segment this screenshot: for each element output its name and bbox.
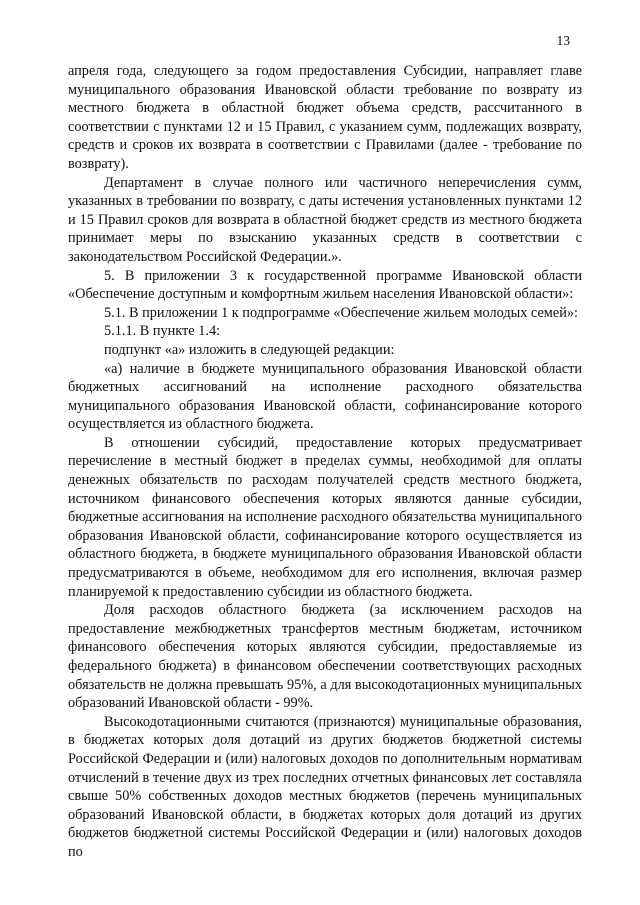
- paragraph-regional-budget-share: Доля расходов областного бюджета (за исключением расходов на предоставление межбюджетных трансфертов местным бюджетам, источником финансового обеспечения которых являются субсидии, предоставляемые из федерального бюджета) в финансовом обеспечении соответствующих расходных обязательств не должна превышать 95%, а для высокодотационных муниципальных образований Ивановской области - 99%.: [68, 602, 582, 712]
- paragraph-subitem-a-text: «а) наличие в бюджете муниципального образования Ивановской области бюджетных ассигнований на исполнение расходного обязательства муниципального образования Ивановской области, софинансирование которого осуществляется из областного бюджета.: [68, 360, 582, 433]
- paragraph-item-5-1-1: 5.1.1. В пункте 1.4:: [104, 323, 221, 340]
- paragraph-subsidies-allocation: В отношении субсидий, предоставление которых предусматривает перечисление в местный бюджет в пределах суммы, необходимой для оплаты денежных обязательств по расходам получателей средств местного бюджета, источником финансового обеспечения которых являются данные субсидии, бюджетные ассигнования на исполнение расходного обязательства муниципального образования Ивановской области, софинансирование которого осуществляется из областного бюджета, в бюджете муниципального образования Ивановской области предусматриваются в объеме, необходимом для его исполнения, включая размер планируемой к предоставлению субсидии из областного бюджета.: [68, 434, 582, 600]
- paragraph-department-measures: Департамент в случае полного или частичного неперечисления сумм, указанных в требовании по возврату, с даты истечения установленных пунктами 12 и 15 Правил сроков для возврата в областной бюджет средств из местного бюджета принимает меры по взысканию указанных средств в соответствии с законодательством Российской Федерации.».: [68, 174, 582, 265]
- paragraph-item-5-1: 5.1. В приложении 1 к подпрограмме «Обеспечение жильем молодых семей»:: [104, 304, 578, 321]
- paragraph-high-subsidized-definition: Высокодотационными считаются (признаются) муниципальные образования, в бюджетах которых доля дотаций из других бюджетов бюджетной системы Российской Федерации и (или) налоговых доходов по дополнительным нормативам отчислений в течение двух из трех последних отчетных финансовых лет составляла свыше 50% собственных доходов местных бюджетов (перечень муниципальных образований Ивановской области, в бюджетах которых доля дотаций из других бюджетов бюджетной системы Российской Федерации и (или) налоговых доходов по: [68, 713, 582, 860]
- paragraph-subitem-a-instruction: подпункт «а» изложить в следующей редакции:: [104, 341, 395, 358]
- paragraph-continuation-return-requirement: апреля года, следующего за годом предоставления Субсидии, направляет главе муниципального образования Ивановской области требование по возврату из местного бюджета в областной бюджет объема средств, рассчитанного в соответствии с пунктами 12 и 15 Правил, с указанием сумм, подлежащих возврату, средств и сроков их возврата в соответствии с Правилами (далее - требование по возврату).: [68, 63, 582, 172]
- page-number: 13: [556, 33, 570, 48]
- paragraph-item-5: 5. В приложении 3 к государственной программе Ивановской области «Обеспечение доступным и комфортным жильем населения Ивановской области»:: [68, 267, 582, 303]
- document-body: [68, 62, 582, 862]
